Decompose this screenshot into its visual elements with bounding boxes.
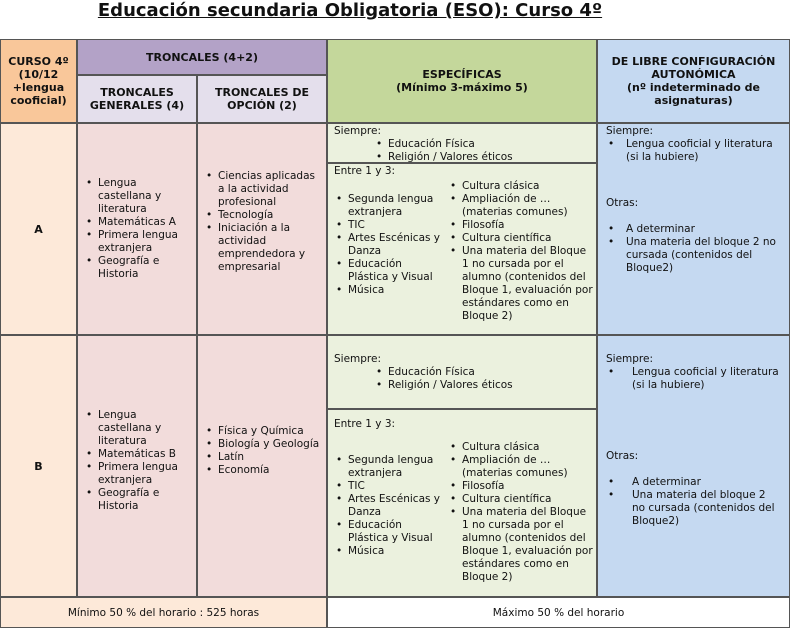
opcion-b-cell [197, 335, 327, 597]
list-item: • Primera lengua extranjera [84, 461, 192, 487]
list-item: • Primera lengua extranjera [84, 229, 192, 255]
list-item: • Cultura científica [448, 493, 593, 506]
generales-a-cell [77, 123, 197, 335]
list-item: • Ciencias aplicadas a la actividad profesional [204, 170, 322, 209]
libre-b-siempre-label: Siempre: [606, 353, 654, 365]
libre-b-otras-label: Otras: [606, 450, 639, 462]
opcion-b-list [204, 425, 319, 477]
list-item: • Educación Plástica y Visual [334, 258, 444, 284]
list-item: • Economía [204, 464, 319, 477]
list-item: • Segunda lengua extranjera [334, 454, 444, 480]
list-item: • Artes Escénicas y Danza [334, 232, 444, 258]
list-item: • Cultura clásica [448, 441, 593, 454]
list-item: • Educación Física [374, 366, 590, 379]
footer-maximo: Máximo 50 % del horario [327, 597, 790, 628]
header-curso: CURSO 4º (10/12 +lengua cooficial) [0, 39, 77, 123]
list-item: • Iniciación a la actividad emprendedora y empresarial [204, 222, 322, 274]
generales-a-list [84, 177, 192, 281]
list-item: • Filosofía [448, 219, 593, 232]
list-item: • Lengua castellana y literatura [84, 409, 192, 448]
list-item: • Geografía e Historia [84, 255, 192, 281]
list-item: • Lengua cooficial y literatura (si la hubiere) [606, 138, 781, 164]
footer-minimo: Mínimo 50 % del horario : 525 horas [0, 597, 327, 628]
list-item: • Matemáticas A [84, 216, 192, 229]
list-item: • Tecnología [204, 209, 322, 222]
list-item: • TIC [334, 480, 444, 493]
list-item: • Filosofía [448, 480, 593, 493]
list-item: • Ampliación de … (materias comunes) [448, 454, 593, 480]
libre-a-cell [597, 123, 790, 335]
entre-a-cell [327, 163, 597, 335]
list-item: • Cultura científica [448, 232, 593, 245]
generales-b-cell [77, 335, 197, 597]
curso-a-cell: A [0, 123, 77, 335]
list-item: • Matemáticas B [84, 448, 192, 461]
siempre-b-label: Siempre: [334, 353, 382, 365]
list-item: • Segunda lengua extranjera [334, 193, 444, 219]
list-item: • Ampliación de … (materias comunes) [448, 193, 593, 219]
entre-b-cell [327, 409, 597, 597]
header-libre-configuracion: DE LIBRE CONFIGURACIÓN AUTONÓMICA (nº indeterminado de asignaturas) [597, 39, 790, 123]
list-item: • Una materia del bloque 2 no cursada (contenidos del Bloque2) [606, 236, 781, 275]
list-item: • Geografía e Historia [84, 487, 192, 513]
libre-a-otras-label: Otras: [606, 197, 639, 209]
list-item: • Religión / Valores éticos [374, 379, 590, 392]
list-item: • Lengua castellana y literatura [84, 177, 192, 216]
list-item: • Cultura clásica [448, 180, 593, 193]
siempre-a-label: Siempre: [334, 125, 382, 137]
list-item: • Música [334, 284, 444, 297]
siempre-a-cell [327, 123, 597, 163]
header-troncales-generales: TRONCALES GENERALES (4) [77, 75, 197, 123]
siempre-b-cell [327, 335, 597, 409]
list-item: • Educación Plástica y Visual [334, 519, 444, 545]
list-item: • Una materia del Bloque 1 no cursada por el alumno (contenidos del Bloque 1, evaluación por estándares como en Bloque 2) [448, 245, 593, 323]
list-item: • Física y Química [204, 425, 319, 438]
list-item: • Una materia del bloque 2 no cursada (contenidos del Bloque2) [606, 489, 781, 528]
header-troncales-opcion: TRONCALES DE OPCIÓN (2) [197, 75, 327, 123]
list-item: • Educación Física [374, 138, 590, 151]
list-item: • Música [334, 545, 444, 558]
list-item: • Latín [204, 451, 319, 464]
list-item: • TIC [334, 219, 444, 232]
list-item: • Religión / Valores éticos [374, 151, 590, 163]
list-item: • Una materia del Bloque 1 no cursada por el alumno (contenidos del Bloque 1, evaluación por estándares como en Bloque 2) [448, 506, 593, 584]
header-troncales: TRONCALES (4+2) [77, 39, 327, 75]
list-item: • Biología y Geología [204, 438, 319, 451]
list-item: • A determinar [606, 223, 781, 236]
list-item: • Artes Escénicas y Danza [334, 493, 444, 519]
opcion-a-cell [197, 123, 327, 335]
generales-b-list [84, 409, 192, 513]
header-especificas: ESPECÍFICAS (Mínimo 3-máximo 5) [327, 39, 597, 123]
entre-b-label: Entre 1 y 3: [334, 418, 396, 430]
libre-b-cell [597, 335, 790, 597]
page-title: Educación secundaria Obligatoria (ESO): Curso 4º [97, 0, 603, 21]
entre-a-label: Entre 1 y 3: [334, 165, 396, 177]
list-item: • Lengua cooficial y literatura (si la hubiere) [606, 366, 781, 392]
opcion-a-list [204, 170, 322, 274]
list-item: • A determinar [606, 476, 781, 489]
libre-a-siempre-label: Siempre: [606, 125, 654, 137]
curso-b-cell: B [0, 335, 77, 597]
